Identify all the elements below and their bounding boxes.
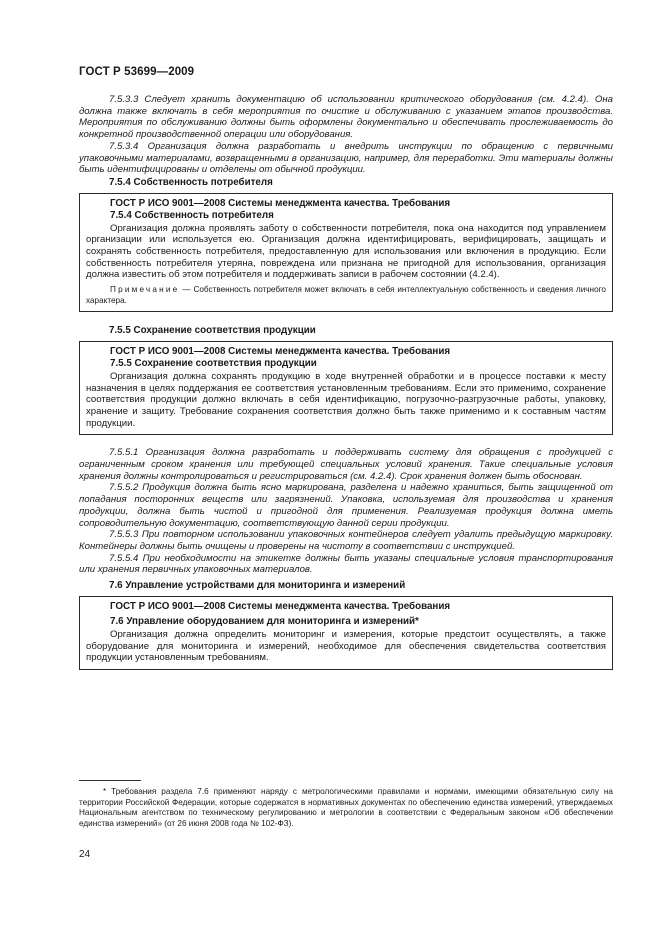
heading-7-5-5: 7.5.5 Сохранение соответствия продукции [109,325,316,337]
quote-box-title: ГОСТ Р ИСО 9001—2008 Системы менеджмента качества. Требования [110,600,451,612]
footnote-text: * Требования раздела 7.6 применяют наряду с метрологическими правилами и нормами, имеющими обязательную силу на территории Российской Федерации, которые содержатся в нормативных документах по обеспечению единства измерений, утверждаемых Национальным агентством по техническому регулированию и метрологии в соответствии с Федеральным законом «Об обеспечении единства измерений» (от 26 июня 2008 года № 102-ФЗ). [79,787,613,828]
quote-box-text: Организация должна проявлять заботу о собственности потребителя, пока она находится под управлением организации или используется ею. Организация должна идентифицировать, верифицировать, защищать и сохранять собственность потребителя, предоставленную для использования или включения в продукцию. Если собственность потребителя утеряна, повреждена или признана не пригодной для использования, организация должна известить об этом потребителя и поддерживать записи в рабочем состоянии (4.2.4). [86,222,606,281]
quote-box-text: Организация должна определить мониторинг и измерения, которые предстоит осуществлять, а также оборудование для мониторинга и измерений, необходимое для обеспечения свидетельства соответствия продукции установленным требованиям. [86,628,606,664]
paragraph-7-5-5-3: 7.5.5.3 При повторном использовании упаковочных контейнеров следует удалить предыдущую маркировку. Контейнеры должны быть очищены и проверены на чистоту в соответствии с инструкцией. [79,529,613,552]
heading-7-5-4: 7.5.4 Собственность потребителя [109,176,273,188]
quote-box-title: ГОСТ Р ИСО 9001—2008 Системы менеджмента качества. Требования [110,345,451,357]
paragraph-7-5-5-4: 7.5.5.4 При необходимости на этикетке должны быть указаны специальные условия транспортирования или хранения первичных упаковочных материалов. [79,552,613,576]
page-number: 24 [79,849,91,860]
quote-box-title: ГОСТ Р ИСО 9001—2008 Системы менеджмента качества. Требования [110,197,451,209]
quote-box-text: Организация должна сохранять продукцию в ходе внутренней обработки и в процессе поставки к месту назначения в целях поддержания ее соответствия установленным требованиям. Если это применимо, сохранение соответствия продукции должно включать в себя идентификацию, погрузочно-разгрузочные работы, упаковку, хранение и защиту. Требование сохранения соответствия должно быть также применимо и к составным частям продукции. [86,370,606,429]
quote-box-note [86,285,606,306]
quote-box-subtitle: 7.5.5 Сохранение соответствия продукции [110,358,317,370]
note-text: — Собственность потребителя может включать в себя интеллектуальную собственность и сведения личного характера. [86,285,606,305]
paragraph-7-5-5-2: 7.5.5.2 Продукция должна быть ясно маркирована, разделена и надежно храниться, быть защищенной от попадания посторонних веществ или загрязнений. Упаковка, используемая для производства и хранения продукции, должна быть чистой и пригодной для применения. Реализуемая продукция должна иметь сопроводительную документацию, соответствующую данной серии продукции. [79,482,613,529]
page-content [79,94,613,676]
quote-box-7-6 [79,596,613,670]
paragraph-7-5-3-4: 7.5.3.4 Организация должна разработать и внедрить инструкции по обращению с первичными упаковочными материалами, возвращенными в организацию, например, для переработки. Эти материалы должны быть идентифицированы и отделены от обычной продукции. [79,140,613,176]
paragraph-7-5-3-3: 7.5.3.3 Следует хранить документацию об использовании критического оборудования (см. 4.2.4). Она должна также включать в себя мероприятия по очистке и обслуживанию с указанием этапов производства. Мероприятия по обслуживанию должны быть оформлены документально и обеспечивать прослеживаемость до конкретной производственной операции или оборудования. [79,94,613,141]
standard-header: ГОСТ Р 53699—2009 [79,66,195,78]
footnote [79,787,613,829]
quote-box-7-5-4 [79,193,613,313]
paragraph-7-5-5-1: 7.5.5.1 Организация должна разработать и поддерживать систему для обращения с продукцией с ограниченным сроком хранения или требующей специальных условий хранения. Такие специальные условия хранения должны контролироваться и регистрироваться (см. 4.2.4). Срок хранения должен быть обоснован. [79,447,613,482]
note-label: Примечание [110,285,180,295]
quote-box-7-5-5 [79,341,613,436]
quote-box-subtitle: 7.6 Управление оборудованием для мониторинга и измерений* [110,616,419,628]
footnote-divider [79,780,141,781]
quote-box-subtitle: 7.5.4 Собственность потребителя [110,210,274,222]
heading-7-6: 7.6 Управление устройствами для мониторинга и измерений [109,580,406,592]
